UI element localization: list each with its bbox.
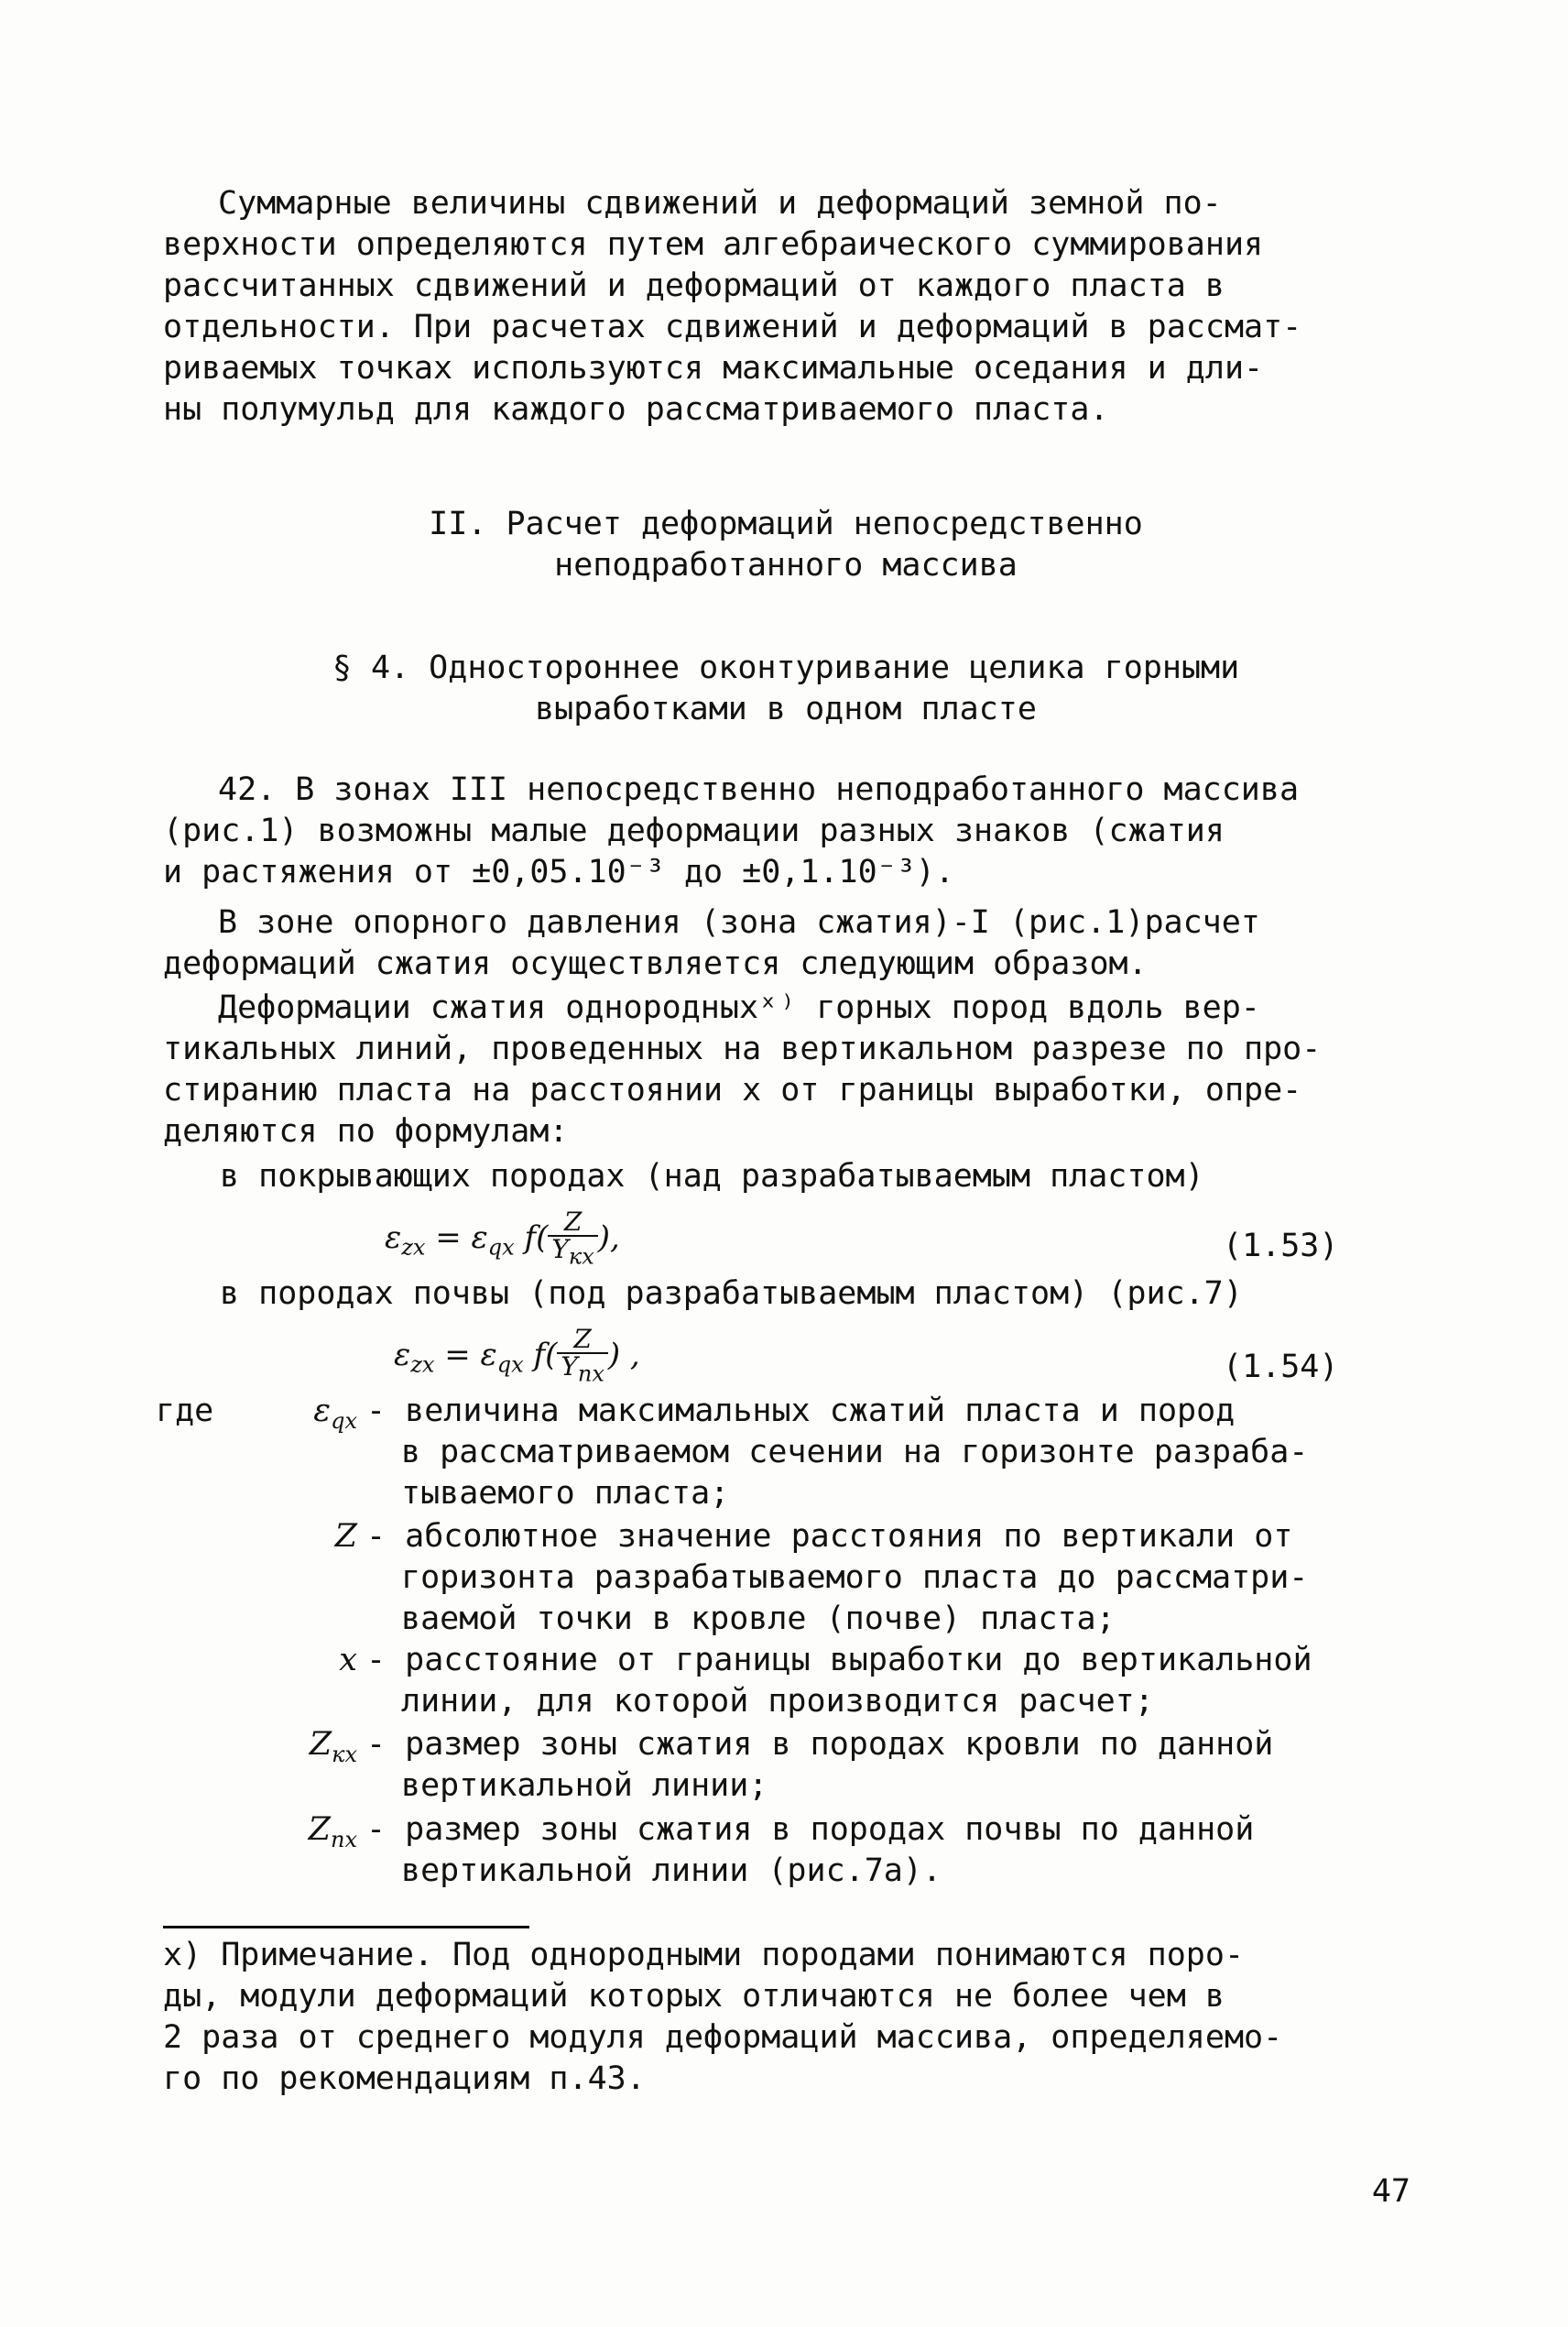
footnote bbox=[163, 1935, 1409, 2100]
text-line: Суммарные величины сдвижений и деформаций земной по- bbox=[218, 185, 1222, 222]
floor-label bbox=[220, 1273, 1410, 1315]
term-sub: пx bbox=[331, 1827, 357, 1852]
term-symbol: ε bbox=[313, 1393, 332, 1429]
paragraph-heading bbox=[163, 648, 1409, 730]
formula-rhs-sub: qx bbox=[496, 1351, 524, 1378]
definition-z-kx bbox=[366, 1724, 1410, 1807]
text-line: - величина максимальных сжатий пласта и пород bbox=[366, 1393, 1236, 1429]
text-line: деформаций сжатия осуществляется следующим образом. bbox=[163, 945, 1148, 982]
text-line: - абсолютное значение расстояния по вертикали от bbox=[366, 1518, 1293, 1555]
definition-term-z bbox=[256, 1516, 357, 1557]
formula-eq: = ε bbox=[425, 1218, 488, 1256]
text-line: вертикальной линии; bbox=[401, 1767, 768, 1804]
support-zone-paragraph bbox=[163, 902, 1409, 985]
fraction-numerator: Z bbox=[557, 1327, 607, 1354]
deformation-paragraph bbox=[163, 988, 1409, 1153]
text-line: В зоне опорного давления (зона сжатия)-I (рис.1)расчет bbox=[218, 904, 1260, 941]
denominator-sub: кx bbox=[568, 1243, 594, 1270]
denominator-symbol: Y bbox=[561, 1351, 578, 1382]
heading-line: § 4. Одностороннее оконтуривание целика горными bbox=[332, 650, 1240, 686]
text-line: линии, для которой производится расчет; bbox=[401, 1683, 1154, 1720]
text-line: (рис.1) возможны малые деформации разных знаков (сжатия bbox=[163, 813, 1225, 849]
text-line: отдельности. При расчетах сдвижений и деформаций в рассмат- bbox=[163, 309, 1302, 345]
term-sub: qx bbox=[331, 1408, 357, 1434]
formula-1-53 bbox=[385, 1209, 620, 1270]
term-symbol: Z bbox=[309, 1726, 332, 1763]
text-line: стиранию пласта на расстоянии x от границы выработки, опре- bbox=[163, 1072, 1302, 1109]
fraction-denominator bbox=[557, 1351, 607, 1387]
formula-fraction bbox=[557, 1324, 607, 1387]
text-line: и растяжения от ±0,05.10⁻³ до ±0,1.10⁻³). bbox=[163, 854, 954, 890]
definition-term-z-px bbox=[256, 1809, 357, 1861]
heading-line: выработками в одном пласте bbox=[535, 691, 1037, 727]
text-line: где bbox=[156, 1393, 214, 1429]
text-line: ны полумульд для каждого рассматриваемого пласта. bbox=[163, 391, 1109, 428]
page-number: 47 bbox=[1371, 2173, 1410, 2210]
formula-lhs-sub: zx bbox=[410, 1351, 435, 1378]
formula-lhs-sub: zx bbox=[401, 1234, 426, 1261]
formula-lhs: ε bbox=[394, 1336, 411, 1373]
definition-eps-qx bbox=[366, 1391, 1410, 1514]
text-line: го по рекомендациям п.43. bbox=[163, 2060, 646, 2097]
denominator-sub: пx bbox=[577, 1360, 604, 1387]
text-line: горизонта разрабатываемого пласта до рассматри- bbox=[401, 1559, 1309, 1596]
text-line: в рассматриваемом сечении на горизонте разраба- bbox=[401, 1434, 1309, 1470]
text-line: x) Примечание. Под однородными породами понимаются поро- bbox=[163, 1937, 1245, 1973]
roof-label bbox=[220, 1156, 1410, 1197]
formula-rhs-sub: qx bbox=[487, 1234, 515, 1261]
formula-fraction bbox=[548, 1209, 597, 1270]
denominator-symbol: Y bbox=[551, 1234, 569, 1264]
text-line: деляются по формулам: bbox=[163, 1113, 569, 1150]
heading-line: неподработанного массива bbox=[554, 547, 1018, 584]
text-line: 42. В зонах III непосредственно неподработанного массива bbox=[218, 771, 1300, 808]
definition-term-x bbox=[256, 1640, 357, 1681]
formula-close: ), bbox=[597, 1218, 620, 1256]
definition-term-eps-qx bbox=[256, 1391, 357, 1442]
definition-term-z-kx bbox=[256, 1724, 357, 1775]
text-line: Деформации сжатия однородныхˣ⁾ горных пород вдоль вер- bbox=[218, 989, 1260, 1026]
fraction-denominator bbox=[548, 1234, 597, 1270]
equation-number-1-54: (1.54) bbox=[1223, 1349, 1339, 1385]
formula-eq: = ε bbox=[434, 1336, 497, 1373]
text-line: - размер зоны сжатия в породах почвы по данной bbox=[366, 1811, 1255, 1848]
text-line: в покрывающих породах (над разрабатываемым пластом) bbox=[220, 1158, 1204, 1195]
text-line: - расстояние от границы выработки до вертикальной bbox=[366, 1642, 1312, 1678]
intro-paragraph bbox=[163, 183, 1409, 431]
where-label bbox=[156, 1391, 213, 1432]
term-sub: кx bbox=[332, 1742, 357, 1767]
text-line: верхности определяются путем алгебраического суммирования bbox=[163, 226, 1264, 263]
fraction-numerator: Z bbox=[548, 1209, 597, 1237]
text-line: 2 раза от среднего модуля деформаций массива, определяемо- bbox=[163, 2019, 1283, 2056]
text-line: в породах почвы (под разрабатываемым пластом) (рис.7) bbox=[220, 1275, 1243, 1312]
formula-close: ) , bbox=[607, 1336, 640, 1373]
term-symbol: x bbox=[339, 1642, 357, 1678]
heading-line: II. Расчет деформаций непосредственно bbox=[429, 506, 1143, 542]
text-line: - размер зоны сжатия в породах кровли по данной bbox=[366, 1726, 1274, 1763]
footnote-separator bbox=[163, 1926, 529, 1928]
text-line: ды, модули деформаций которых отличаются не более чем в bbox=[163, 1978, 1225, 2015]
formula-1-54 bbox=[394, 1324, 640, 1387]
text-line: тываемого пласта; bbox=[401, 1475, 730, 1512]
paragraph-42 bbox=[163, 770, 1409, 893]
term-symbol: Z bbox=[308, 1811, 331, 1848]
text-line: тикальных линий, проведенных на вертикальном разрезе по про- bbox=[163, 1031, 1322, 1067]
text-line: ваемой точки в кровле (почве) пласта; bbox=[401, 1600, 1116, 1637]
text-line: рассчитанных сдвижений и деформаций от каждого пласта в bbox=[163, 268, 1225, 304]
term-symbol: Z bbox=[334, 1518, 357, 1555]
formula-func: f( bbox=[524, 1218, 549, 1256]
formula-lhs: ε bbox=[385, 1218, 402, 1256]
definition-x bbox=[366, 1640, 1410, 1722]
section-heading bbox=[163, 504, 1409, 586]
definition-z bbox=[366, 1516, 1410, 1640]
formula-func: f( bbox=[533, 1336, 558, 1373]
equation-number-1-53: (1.53) bbox=[1223, 1228, 1339, 1264]
text-line: вертикальной линии (рис.7а). bbox=[401, 1852, 942, 1889]
text-line: риваемых точках используются максимальные оседания и дли- bbox=[163, 350, 1264, 387]
definition-z-px bbox=[366, 1809, 1410, 1892]
